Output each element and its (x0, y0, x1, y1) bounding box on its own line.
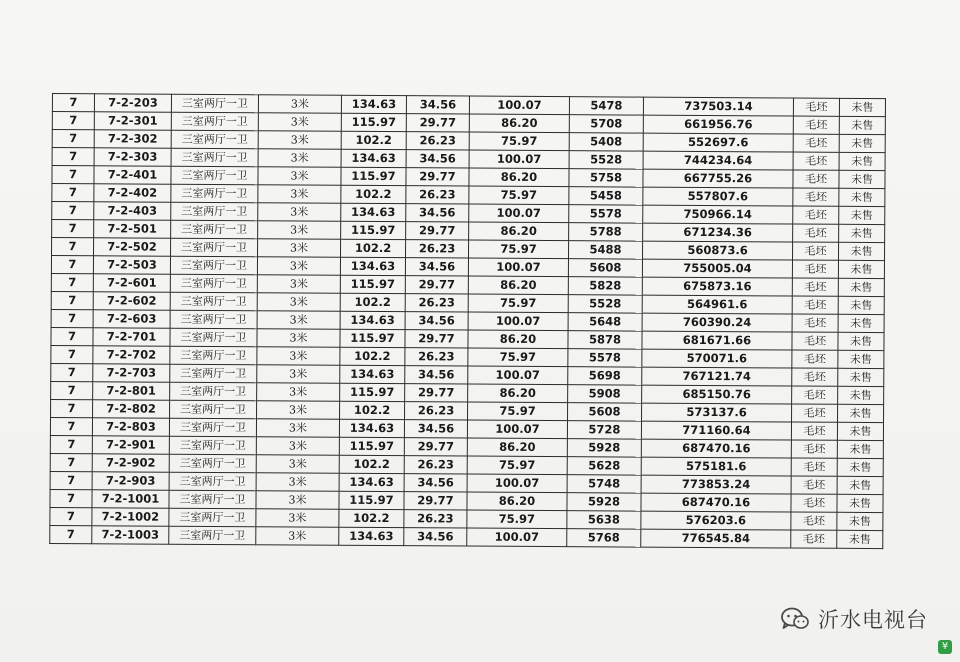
cell-building: 7 (52, 202, 94, 220)
cell-layout: 三室两厅一卫 (171, 202, 258, 221)
cell-layout: 三室两厅一卫 (170, 292, 257, 311)
cell-floor-height: 3米 (257, 383, 340, 402)
cell-unit-no: 7-2-901 (92, 436, 169, 454)
cell-floor-height: 3米 (257, 311, 340, 330)
cell-total-area: 115.97 (341, 167, 406, 185)
cell-status: 未售 (839, 224, 885, 242)
cell-total-price: 737503.14 (643, 97, 793, 116)
cell-status: 未售 (839, 98, 885, 116)
cell-floor-height: 3米 (257, 347, 340, 366)
cell-usable-area: 75.97 (469, 186, 569, 205)
cell-unit-no: 7-2-1001 (92, 490, 169, 508)
cell-total-price: 573137.6 (642, 403, 792, 422)
cell-total-area: 102.2 (339, 509, 404, 527)
cell-finish: 毛坯 (791, 440, 837, 458)
cell-status: 未售 (839, 170, 885, 188)
cell-unit-no: 7-2-603 (93, 310, 170, 328)
cell-unit-price: 5528 (569, 151, 643, 169)
cell-finish: 毛坯 (792, 278, 838, 296)
cell-layout: 三室两厅一卫 (170, 274, 257, 293)
cell-status: 未售 (838, 296, 884, 314)
cell-usable-area: 100.07 (468, 258, 568, 277)
cell-layout: 三室两厅一卫 (169, 436, 256, 455)
cell-finish: 毛坯 (791, 494, 837, 512)
cell-status: 未售 (838, 260, 884, 278)
cell-total-price: 671234.36 (643, 223, 793, 242)
cell-building: 7 (52, 148, 94, 166)
cell-finish: 毛坯 (792, 368, 838, 386)
cell-shared-area: 29.77 (405, 330, 468, 348)
cell-total-price: 744234.64 (643, 151, 793, 170)
cell-unit-no: 7-2-401 (94, 166, 171, 184)
cell-layout: 三室两厅一卫 (169, 472, 256, 491)
cell-unit-no: 7-2-402 (94, 184, 171, 202)
cell-usable-area: 86.20 (468, 330, 568, 349)
cell-building: 7 (51, 256, 93, 274)
cell-building: 7 (50, 471, 92, 489)
cell-floor-height: 3米 (258, 221, 341, 240)
cell-total-area: 102.2 (340, 347, 405, 365)
cell-unit-price: 5478 (569, 97, 643, 115)
cell-usable-area: 100.07 (469, 204, 569, 223)
cell-total-area: 134.63 (341, 149, 406, 167)
cell-floor-height: 3米 (258, 239, 341, 258)
cell-floor-height: 3米 (256, 437, 339, 456)
cell-finish: 毛坯 (793, 206, 839, 224)
cell-status: 未售 (838, 278, 884, 296)
cell-layout: 三室两厅一卫 (171, 220, 258, 239)
cell-status: 未售 (839, 206, 885, 224)
cell-shared-area: 29.77 (405, 384, 468, 402)
cell-shared-area: 26.23 (406, 186, 469, 204)
cell-layout: 三室两厅一卫 (170, 400, 257, 419)
cell-building: 7 (51, 381, 93, 399)
cell-shared-area: 34.56 (404, 474, 467, 492)
cell-shared-area: 26.23 (406, 240, 469, 258)
cell-usable-area: 75.97 (467, 456, 567, 475)
cell-shared-area: 34.56 (405, 258, 468, 276)
cell-floor-height: 3米 (258, 185, 341, 204)
cell-total-price: 773853.24 (641, 475, 791, 494)
cell-unit-no: 7-2-501 (94, 220, 171, 238)
cell-finish: 毛坯 (793, 224, 839, 242)
cell-usable-area: 75.97 (468, 240, 568, 259)
cell-unit-price: 5748 (567, 475, 641, 493)
cell-unit-price: 5708 (569, 115, 643, 133)
wechat-icon (780, 606, 810, 632)
cell-unit-price: 5788 (569, 223, 643, 241)
cell-total-price: 776545.84 (641, 529, 791, 548)
cell-unit-price: 5578 (568, 349, 642, 367)
cell-shared-area: 34.56 (406, 204, 469, 222)
cell-finish: 毛坯 (793, 152, 839, 170)
cell-floor-height: 3米 (257, 329, 340, 348)
cell-usable-area: 100.07 (467, 528, 567, 547)
cell-shared-area: 26.23 (405, 348, 468, 366)
cell-finish: 毛坯 (792, 350, 838, 368)
cell-unit-price: 5648 (568, 313, 642, 331)
cell-usable-area: 100.07 (469, 96, 569, 115)
table-row (50, 525, 883, 548)
cell-floor-height: 3米 (256, 419, 339, 438)
cell-status: 未售 (837, 422, 883, 440)
cell-unit-price: 5488 (568, 241, 642, 259)
cell-finish: 毛坯 (792, 386, 838, 404)
cell-shared-area: 34.56 (404, 420, 467, 438)
cell-total-price: 760390.24 (642, 313, 792, 332)
cell-status: 未售 (838, 314, 884, 332)
cell-layout: 三室两厅一卫 (169, 526, 256, 545)
cell-unit-no: 7-2-301 (94, 112, 171, 130)
cell-finish: 毛坯 (793, 170, 839, 188)
cell-total-price: 767121.74 (642, 367, 792, 386)
cell-finish: 毛坯 (791, 512, 837, 530)
cell-finish: 毛坯 (793, 134, 839, 152)
cell-building: 7 (52, 112, 94, 130)
cell-usable-area: 86.20 (468, 384, 568, 403)
cell-shared-area: 34.56 (404, 528, 467, 546)
cell-unit-price: 5728 (567, 421, 641, 439)
cell-unit-no: 7-2-903 (92, 472, 169, 490)
cell-unit-no: 7-2-701 (93, 328, 170, 346)
cell-layout: 三室两厅一卫 (171, 112, 258, 131)
cell-unit-no: 7-2-302 (94, 130, 171, 148)
cell-unit-price: 5698 (568, 367, 642, 385)
cell-unit-no: 7-2-1002 (92, 508, 169, 526)
cell-status: 未售 (838, 350, 884, 368)
cell-building: 7 (50, 525, 92, 543)
cell-unit-no: 7-2-502 (94, 238, 171, 256)
cell-status: 未售 (837, 458, 883, 476)
cell-unit-no: 7-2-203 (94, 94, 171, 112)
cell-usable-area: 86.20 (469, 222, 569, 241)
cell-floor-height: 3米 (256, 455, 339, 474)
cell-total-price: 755005.04 (642, 259, 792, 278)
cell-status: 未售 (837, 494, 883, 512)
cell-usable-area: 100.07 (467, 420, 567, 439)
cell-total-area: 134.63 (339, 473, 404, 491)
cell-building: 7 (51, 291, 93, 309)
cell-status: 未售 (837, 512, 883, 530)
cell-floor-height: 3米 (258, 167, 341, 186)
cell-finish: 毛坯 (792, 242, 838, 260)
cell-layout: 三室两厅一卫 (169, 490, 256, 509)
cell-layout: 三室两厅一卫 (171, 148, 258, 167)
cell-status: 未售 (838, 368, 884, 386)
cell-total-area: 134.63 (340, 365, 405, 383)
cell-layout: 三室两厅一卫 (170, 328, 257, 347)
cell-building: 7 (50, 435, 92, 453)
cell-floor-height: 3米 (256, 491, 339, 510)
cell-building: 7 (52, 184, 94, 202)
cell-total-price: 560873.6 (642, 241, 792, 260)
cell-total-area: 134.63 (339, 419, 404, 437)
cell-unit-no: 7-2-1003 (92, 526, 169, 544)
cell-unit-no: 7-2-602 (93, 292, 170, 310)
cell-layout: 三室两厅一卫 (170, 256, 257, 275)
cell-unit-price: 5758 (569, 169, 643, 187)
cell-building: 7 (52, 130, 94, 148)
cell-total-area: 134.63 (339, 527, 404, 545)
cell-shared-area: 34.56 (405, 312, 468, 330)
cell-building: 7 (51, 399, 93, 417)
cell-shared-area: 29.77 (406, 222, 469, 240)
cell-shared-area: 26.23 (404, 510, 467, 528)
cell-total-area: 115.97 (341, 113, 406, 131)
cell-finish: 毛坯 (792, 314, 838, 332)
cell-layout: 三室两厅一卫 (171, 238, 258, 257)
cell-unit-no: 7-2-702 (93, 346, 170, 364)
cell-status: 未售 (839, 188, 885, 206)
cell-unit-price: 5408 (569, 133, 643, 151)
cell-unit-no: 7-2-803 (92, 418, 169, 436)
cell-total-price: 576203.6 (641, 511, 791, 530)
cell-layout: 三室两厅一卫 (171, 184, 258, 203)
cell-usable-area: 75.97 (468, 402, 568, 421)
cell-total-price: 564961.6 (642, 295, 792, 314)
cell-unit-price: 5928 (567, 439, 641, 457)
cell-finish: 毛坯 (793, 116, 839, 134)
cell-unit-price: 5878 (568, 331, 642, 349)
cell-building: 7 (51, 309, 93, 327)
cell-unit-price: 5608 (568, 403, 642, 421)
cell-floor-height: 3米 (258, 203, 341, 222)
cell-finish: 毛坯 (793, 188, 839, 206)
cell-building: 7 (52, 166, 94, 184)
cell-unit-price: 5608 (568, 259, 642, 277)
cell-layout: 三室两厅一卫 (169, 454, 256, 473)
cell-finish: 毛坯 (791, 476, 837, 494)
cell-usable-area: 100.07 (468, 366, 568, 385)
cell-floor-height: 3米 (257, 257, 340, 276)
cell-building: 7 (51, 363, 93, 381)
cell-floor-height: 3米 (258, 131, 341, 150)
cell-total-area: 134.63 (341, 203, 406, 221)
cell-floor-height: 3米 (258, 113, 341, 132)
cell-shared-area: 34.56 (406, 96, 469, 114)
cell-total-area: 102.2 (341, 131, 406, 149)
cell-shared-area: 34.56 (405, 366, 468, 384)
cell-unit-price: 5458 (569, 187, 643, 205)
cell-unit-price: 5928 (567, 493, 641, 511)
cell-shared-area: 34.56 (406, 150, 469, 168)
cell-unit-no: 7-2-403 (94, 202, 171, 220)
cell-building: 7 (51, 327, 93, 345)
cell-status: 未售 (839, 134, 885, 152)
cell-unit-no: 7-2-801 (93, 382, 170, 400)
corner-badge-icon: ¥ (938, 640, 952, 654)
cell-building: 7 (51, 273, 93, 291)
cell-layout: 三室两厅一卫 (169, 418, 256, 437)
cell-shared-area: 29.77 (404, 492, 467, 510)
cell-shared-area: 26.23 (405, 402, 468, 420)
cell-status: 未售 (839, 116, 885, 134)
cell-total-area: 102.2 (340, 401, 405, 419)
cell-status: 未售 (837, 440, 883, 458)
cell-total-price: 675873.16 (642, 277, 792, 296)
cell-layout: 三室两厅一卫 (170, 346, 257, 365)
cell-layout: 三室两厅一卫 (170, 364, 257, 383)
cell-total-area: 134.63 (340, 257, 405, 275)
cell-building: 7 (52, 220, 94, 238)
cell-finish: 毛坯 (792, 260, 838, 278)
cell-total-area: 115.97 (340, 329, 405, 347)
cell-total-area: 115.97 (340, 275, 405, 293)
unit-price-table (49, 93, 886, 549)
cell-status: 未售 (838, 404, 884, 422)
cell-building: 7 (52, 94, 94, 112)
cell-building: 7 (50, 489, 92, 507)
cell-usable-area: 86.20 (469, 114, 569, 133)
cell-unit-price: 5578 (569, 205, 643, 223)
cell-total-area: 115.97 (340, 383, 405, 401)
cell-building: 7 (52, 238, 94, 256)
cell-total-price: 661956.76 (643, 115, 793, 134)
cell-layout: 三室两厅一卫 (171, 94, 258, 113)
cell-usable-area: 75.97 (469, 132, 569, 151)
cell-total-area: 115.97 (339, 437, 404, 455)
cell-finish: 毛坯 (793, 98, 839, 116)
cell-total-price: 557807.6 (643, 187, 793, 206)
cell-finish: 毛坯 (791, 458, 837, 476)
price-list-sheet (49, 93, 886, 549)
cell-layout: 三室两厅一卫 (170, 382, 257, 401)
cell-floor-height: 3米 (257, 293, 340, 312)
cell-usable-area: 86.20 (469, 168, 569, 187)
cell-total-price: 667755.26 (643, 169, 793, 188)
cell-shared-area: 29.77 (405, 276, 468, 294)
cell-usable-area: 100.07 (467, 474, 567, 493)
cell-status: 未售 (837, 530, 883, 548)
cell-unit-price: 5768 (567, 529, 641, 547)
cell-unit-price: 5908 (568, 385, 642, 403)
cell-unit-price: 5528 (568, 295, 642, 313)
cell-unit-no: 7-2-802 (93, 400, 170, 418)
cell-floor-height: 3米 (256, 509, 339, 528)
cell-floor-height: 3米 (257, 365, 340, 384)
cell-usable-area: 75.97 (468, 348, 568, 367)
cell-total-price: 685150.76 (642, 385, 792, 404)
cell-usable-area: 100.07 (468, 312, 568, 331)
cell-usable-area: 86.20 (467, 438, 567, 457)
cell-shared-area: 26.23 (404, 456, 467, 474)
cell-total-area: 115.97 (341, 221, 406, 239)
cell-usable-area: 86.20 (468, 276, 568, 295)
watermark (780, 604, 928, 634)
cell-floor-height: 3米 (256, 527, 339, 546)
cell-unit-price: 5628 (567, 457, 641, 475)
cell-status: 未售 (838, 386, 884, 404)
cell-total-area: 134.63 (340, 311, 405, 329)
cell-building: 7 (50, 417, 92, 435)
cell-total-area: 102.2 (340, 293, 405, 311)
cell-floor-height: 3米 (256, 473, 339, 492)
cell-status: 未售 (839, 152, 885, 170)
cell-total-price: 771160.64 (641, 421, 791, 440)
cell-unit-no: 7-2-503 (93, 256, 170, 274)
cell-unit-no: 7-2-902 (92, 454, 169, 472)
cell-shared-area: 26.23 (406, 132, 469, 150)
cell-floor-height: 3米 (258, 95, 341, 114)
cell-floor-height: 3米 (257, 275, 340, 294)
cell-total-area: 102.2 (339, 455, 404, 473)
cell-unit-no: 7-2-601 (93, 274, 170, 292)
cell-unit-price: 5828 (568, 277, 642, 295)
cell-floor-height: 3米 (258, 149, 341, 168)
cell-total-price: 681671.66 (642, 331, 792, 350)
cell-total-price: 687470.16 (641, 493, 791, 512)
cell-total-price: 750966.14 (643, 205, 793, 224)
cell-unit-price: 5638 (567, 511, 641, 529)
cell-usable-area: 75.97 (468, 294, 568, 313)
cell-total-price: 552697.6 (643, 133, 793, 152)
cell-building: 7 (50, 453, 92, 471)
cell-layout: 三室两厅一卫 (171, 166, 258, 185)
cell-floor-height: 3米 (257, 401, 340, 420)
cell-layout: 三室两厅一卫 (169, 508, 256, 527)
cell-finish: 毛坯 (792, 332, 838, 350)
cell-total-area: 134.63 (341, 95, 406, 113)
cell-total-price: 687470.16 (641, 439, 791, 458)
cell-unit-no: 7-2-703 (93, 364, 170, 382)
cell-total-area: 102.2 (341, 185, 406, 203)
cell-total-price: 575181.6 (641, 457, 791, 476)
table-body (50, 94, 886, 549)
cell-shared-area: 29.77 (404, 438, 467, 456)
cell-status: 未售 (837, 476, 883, 494)
cell-shared-area: 26.23 (405, 294, 468, 312)
cell-building: 7 (51, 345, 93, 363)
cell-finish: 毛坯 (792, 404, 838, 422)
cell-finish: 毛坯 (791, 422, 837, 440)
cell-building: 7 (50, 507, 92, 525)
cell-usable-area: 86.20 (467, 492, 567, 511)
cell-usable-area: 100.07 (469, 150, 569, 169)
cell-status: 未售 (838, 332, 884, 350)
cell-total-price: 570071.6 (642, 349, 792, 368)
cell-finish: 毛坯 (791, 530, 837, 548)
watermark-text: 沂水电视台 (818, 608, 928, 632)
cell-finish: 毛坯 (792, 296, 838, 314)
cell-unit-no: 7-2-303 (94, 148, 171, 166)
cell-usable-area: 75.97 (467, 510, 567, 529)
cell-layout: 三室两厅一卫 (170, 310, 257, 329)
cell-shared-area: 29.77 (406, 168, 469, 186)
cell-layout: 三室两厅一卫 (171, 130, 258, 149)
cell-total-area: 102.2 (341, 239, 406, 257)
cell-shared-area: 29.77 (406, 114, 469, 132)
cell-total-area: 115.97 (339, 491, 404, 509)
cell-status: 未售 (838, 242, 884, 260)
